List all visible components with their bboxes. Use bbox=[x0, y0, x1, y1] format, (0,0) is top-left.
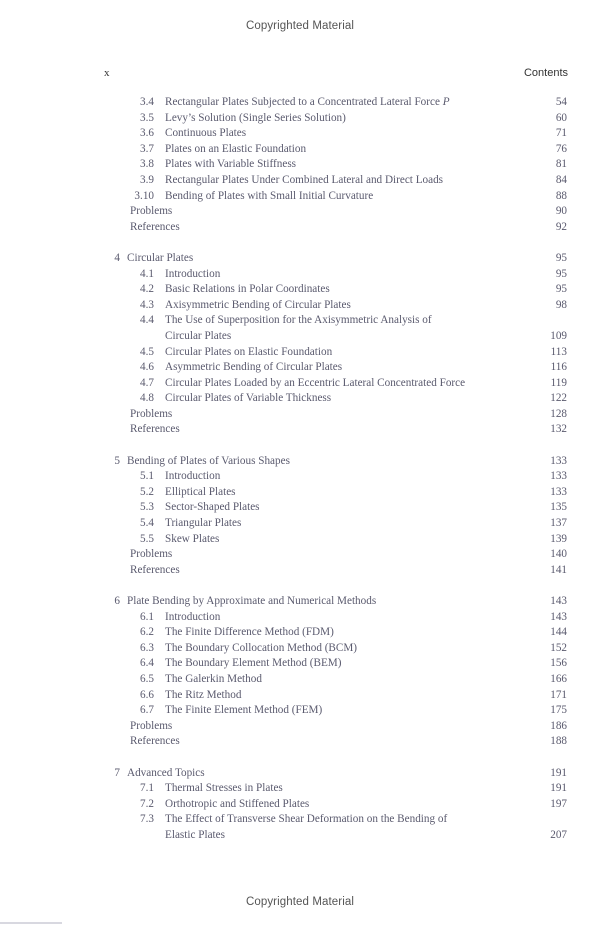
toc-entry-title: Skew Plates bbox=[165, 532, 220, 545]
toc-entry-title: Thermal Stresses in Plates bbox=[165, 782, 283, 795]
toc-entry-title: References bbox=[130, 563, 180, 576]
toc-entry-page: 119 bbox=[550, 376, 567, 389]
running-head: Contents bbox=[523, 67, 568, 79]
toc-entry-page: 140 bbox=[550, 548, 567, 561]
toc-entry-page: 54 bbox=[555, 96, 567, 108]
toc-entry-number: 3.8 bbox=[140, 158, 154, 171]
toc-entry-plain bbox=[0, 547, 600, 563]
toc-entry-title: The Ritz Method bbox=[165, 688, 242, 701]
toc-entry-title: Introduction bbox=[165, 610, 221, 623]
toc-gap bbox=[0, 438, 600, 454]
toc-entry-page: 143 bbox=[550, 595, 567, 607]
toc-entry-page: 175 bbox=[550, 704, 567, 717]
toc-entry-number: 4.2 bbox=[140, 283, 154, 296]
toc-entry-plain bbox=[0, 563, 600, 579]
toc-entry-section bbox=[0, 345, 600, 361]
toc-entry-number: 3.6 bbox=[140, 127, 154, 140]
toc-entry-title: The Finite Element Method (FEM) bbox=[165, 704, 323, 717]
toc-entry-page: 122 bbox=[550, 392, 567, 405]
toc-entry-title: Levy’s Solution (Single Series Solution) bbox=[165, 111, 346, 124]
footer-rule bbox=[0, 922, 62, 924]
toc-entry-chapter bbox=[0, 454, 600, 470]
toc-entry-number: 3.5 bbox=[140, 111, 154, 124]
toc-entry-section bbox=[0, 313, 600, 329]
toc-entry-page: 191 bbox=[550, 766, 567, 779]
toc-entry-page: 133 bbox=[550, 454, 567, 467]
toc-entry-title: Problems bbox=[130, 205, 173, 218]
toc-entry-title: The Finite Difference Method (FDM) bbox=[165, 626, 334, 639]
toc-entry-page: 88 bbox=[555, 189, 567, 202]
toc-entry-title: Plates on an Elastic Foundation bbox=[165, 142, 307, 155]
toc-entry-page: 197 bbox=[550, 797, 567, 810]
toc-entry-page: 128 bbox=[550, 407, 567, 420]
toc-entry-section bbox=[0, 298, 600, 314]
toc-entry-chapter bbox=[0, 766, 600, 782]
toc-entry-section bbox=[0, 703, 600, 719]
toc-entry-section bbox=[0, 95, 600, 111]
toc-entry-title: Circular Plates bbox=[165, 329, 232, 342]
toc-entry-number: 3.4 bbox=[140, 96, 154, 108]
toc-entry-section bbox=[0, 282, 600, 298]
toc-entry-section bbox=[0, 126, 600, 142]
toc-entry-number: 7.1 bbox=[140, 782, 154, 795]
toc-entry-title: Continuous Plates bbox=[165, 127, 247, 140]
toc-entry-section bbox=[0, 376, 600, 392]
toc-entry-title: Introduction bbox=[165, 470, 221, 483]
toc-entry-number: 6.2 bbox=[140, 626, 154, 639]
toc-entry-number: 6.4 bbox=[140, 657, 154, 670]
toc-gap bbox=[0, 578, 600, 594]
toc-entry-section bbox=[0, 516, 600, 532]
toc-entry-section bbox=[0, 781, 600, 797]
toc-entry-number: 6.1 bbox=[140, 610, 154, 623]
toc-entry-number: 4.6 bbox=[140, 361, 154, 374]
toc-entry-page: 109 bbox=[550, 329, 567, 342]
toc-entry-section bbox=[0, 111, 600, 127]
toc-entry-page: 92 bbox=[555, 220, 567, 233]
watermark-bottom: Copyrighted Material bbox=[245, 896, 355, 908]
toc-entry-section bbox=[0, 267, 600, 283]
toc-entry-section bbox=[0, 641, 600, 657]
toc-entry-number: 4.3 bbox=[140, 298, 154, 311]
toc-entry-title: Plate Bending by Approximate and Numerical Methods bbox=[127, 595, 377, 607]
toc-entry-title: Elliptical Plates bbox=[165, 485, 236, 498]
toc-entry-title: Basic Relations in Polar Coordinates bbox=[165, 283, 330, 296]
toc-entry-page: 156 bbox=[550, 657, 567, 670]
toc-entry-number: 4.8 bbox=[140, 392, 154, 405]
toc-entry-title: Introduction bbox=[165, 267, 221, 280]
toc-entry-number: 5.2 bbox=[140, 485, 154, 498]
toc-entry-section bbox=[0, 672, 600, 688]
toc-entry-page: 113 bbox=[550, 345, 567, 358]
toc-entry-page: 116 bbox=[550, 361, 567, 374]
toc-entry-title: Orthotropic and Stiffened Plates bbox=[165, 797, 310, 810]
toc-entry-page: 144 bbox=[550, 626, 567, 639]
toc-entry-cont bbox=[0, 828, 600, 844]
toc-entry-title: References bbox=[130, 423, 180, 436]
toc-entry-title: Plates with Variable Stiffness bbox=[165, 158, 297, 171]
toc-entry-title: The Boundary Collocation Method (BCM) bbox=[165, 641, 358, 654]
toc-entry-page: 139 bbox=[550, 532, 567, 545]
toc-entry-number: 5 bbox=[114, 454, 120, 467]
toc-entry-chapter bbox=[0, 594, 600, 610]
toc-entry-title: Axisymmetric Bending of Circular Plates bbox=[165, 298, 351, 311]
toc-entry-number: 5.1 bbox=[140, 470, 154, 483]
toc-entry-number: 6.5 bbox=[140, 672, 154, 685]
toc-entry-section bbox=[0, 485, 600, 501]
toc-entry-title: Circular Plates Loaded by an Eccentric Lateral Concentrated Force bbox=[165, 376, 466, 389]
toc-entry-title: Sector-Shaped Plates bbox=[165, 501, 260, 514]
toc-entry-title: Triangular Plates bbox=[165, 517, 242, 530]
toc-entry-page: 135 bbox=[550, 501, 567, 514]
toc-entry-title: Circular Plates bbox=[127, 251, 194, 264]
toc-gap bbox=[0, 235, 600, 251]
toc-entry-section bbox=[0, 610, 600, 626]
toc-entry-section bbox=[0, 500, 600, 516]
toc-entry-title: The Use of Superposition for the Axisymmetric Analysis of bbox=[165, 314, 432, 327]
toc-entry-page: 90 bbox=[555, 205, 567, 218]
toc-entry-plain bbox=[0, 407, 600, 423]
toc-entry-number: 7.2 bbox=[140, 797, 154, 810]
toc-entry-number: 5.3 bbox=[140, 501, 154, 514]
toc-entry-number: 7.3 bbox=[140, 813, 154, 826]
toc-entry-title: Problems bbox=[130, 407, 173, 420]
toc-entry-section bbox=[0, 157, 600, 173]
toc-entry-page: 137 bbox=[550, 517, 567, 530]
toc-entry-page: 71 bbox=[555, 127, 567, 140]
toc-entry-number: 6.3 bbox=[140, 641, 154, 654]
toc-entry-page: 132 bbox=[550, 423, 567, 436]
toc-entry-page: 76 bbox=[555, 142, 567, 155]
toc-entry-section bbox=[0, 189, 600, 205]
toc-entry-page: 81 bbox=[555, 158, 567, 171]
toc-entry-number: 7 bbox=[114, 766, 120, 779]
toc-entry-title: Asymmetric Bending of Circular Plates bbox=[165, 361, 343, 374]
toc-entry-plain bbox=[0, 204, 600, 220]
toc-entry-page: 152 bbox=[550, 641, 567, 654]
toc-entry-title: The Effect of Transverse Shear Deformation on the Bending of bbox=[165, 813, 448, 826]
toc-entry-number: 4.4 bbox=[140, 314, 154, 327]
toc-entry-section bbox=[0, 391, 600, 407]
toc-entry-number: 3.9 bbox=[140, 173, 154, 186]
toc-entry-title: Problems bbox=[130, 719, 173, 732]
toc-entry-section bbox=[0, 142, 600, 158]
watermark-top: Copyrighted Material bbox=[245, 20, 355, 32]
toc-entry-title: Bending of Plates of Various Shapes bbox=[127, 454, 290, 467]
toc-entry-title: The Boundary Element Method (BEM) bbox=[165, 657, 342, 670]
toc-entry-plain bbox=[0, 734, 600, 750]
toc-entry-section bbox=[0, 797, 600, 813]
toc-entry-number: 6.7 bbox=[140, 704, 154, 717]
toc-entry-number: 6 bbox=[114, 595, 120, 607]
toc-entry-page: 166 bbox=[550, 672, 567, 685]
toc-entry-title: Advanced Topics bbox=[127, 766, 205, 779]
toc-entry-page: 188 bbox=[550, 735, 567, 748]
toc-entry-number: 4.7 bbox=[140, 376, 154, 389]
toc-entry-section bbox=[0, 469, 600, 485]
toc-entry-page: 186 bbox=[550, 719, 567, 732]
toc-entry-plain bbox=[0, 719, 600, 735]
toc-entry-number: 4.5 bbox=[140, 345, 154, 358]
toc-entry-number: 6.6 bbox=[140, 688, 154, 701]
toc-entry-number: 4.1 bbox=[140, 267, 154, 280]
toc-entry-number: 4 bbox=[114, 251, 120, 264]
toc-entry-number: 5.5 bbox=[140, 532, 154, 545]
toc-entry-section bbox=[0, 173, 600, 189]
toc-entry-title: Circular Plates of Variable Thickness bbox=[165, 392, 332, 405]
toc-entry-title: Rectangular Plates Subjected to a Concentrated Lateral Force P bbox=[165, 96, 450, 108]
toc-entry-title: Rectangular Plates Under Combined Lateral and Direct Loads bbox=[165, 173, 444, 186]
toc-entry-page: 133 bbox=[550, 485, 567, 498]
toc-entry-chapter bbox=[0, 251, 600, 267]
page-folio: x bbox=[104, 67, 110, 79]
toc-entry-title: Problems bbox=[130, 548, 173, 561]
toc-entry-title: Circular Plates on Elastic Foundation bbox=[165, 345, 333, 358]
toc-entry-page: 95 bbox=[555, 283, 567, 296]
toc-entry-section bbox=[0, 656, 600, 672]
toc-entry-number: 3.7 bbox=[140, 142, 154, 155]
toc-entry-page: 141 bbox=[550, 563, 567, 576]
toc-entry-page: 171 bbox=[550, 688, 567, 701]
toc-gap bbox=[0, 750, 600, 766]
toc-entry-page: 143 bbox=[550, 610, 567, 623]
toc-entry-number: 5.4 bbox=[140, 517, 154, 530]
toc-entry-title: Elastic Plates bbox=[165, 828, 225, 841]
toc-entry-section bbox=[0, 688, 600, 704]
toc-entry-plain bbox=[0, 422, 600, 438]
toc-entry-page: 60 bbox=[555, 111, 567, 124]
toc-entry-page: 133 bbox=[550, 470, 567, 483]
toc-entry-title: Bending of Plates with Small Initial Curvature bbox=[165, 189, 374, 202]
toc-entry-page: 207 bbox=[550, 828, 567, 841]
toc-entry-page: 191 bbox=[550, 782, 567, 795]
toc-entry-page: 95 bbox=[555, 267, 567, 280]
table-of-contents bbox=[0, 95, 600, 844]
toc-entry-plain bbox=[0, 220, 600, 236]
toc-entry-page: 95 bbox=[555, 251, 567, 264]
toc-entry-section bbox=[0, 812, 600, 828]
toc-entry-section bbox=[0, 360, 600, 376]
toc-entry-title: References bbox=[130, 735, 180, 748]
toc-entry-section bbox=[0, 625, 600, 641]
toc-entry-section bbox=[0, 532, 600, 548]
toc-entry-title: References bbox=[130, 220, 180, 233]
toc-entry-number: 3.10 bbox=[134, 189, 154, 202]
toc-entry-page: 84 bbox=[555, 173, 567, 186]
toc-entry-page: 98 bbox=[555, 298, 567, 311]
toc-entry-title: The Galerkin Method bbox=[165, 672, 262, 685]
toc-entry-cont bbox=[0, 329, 600, 345]
